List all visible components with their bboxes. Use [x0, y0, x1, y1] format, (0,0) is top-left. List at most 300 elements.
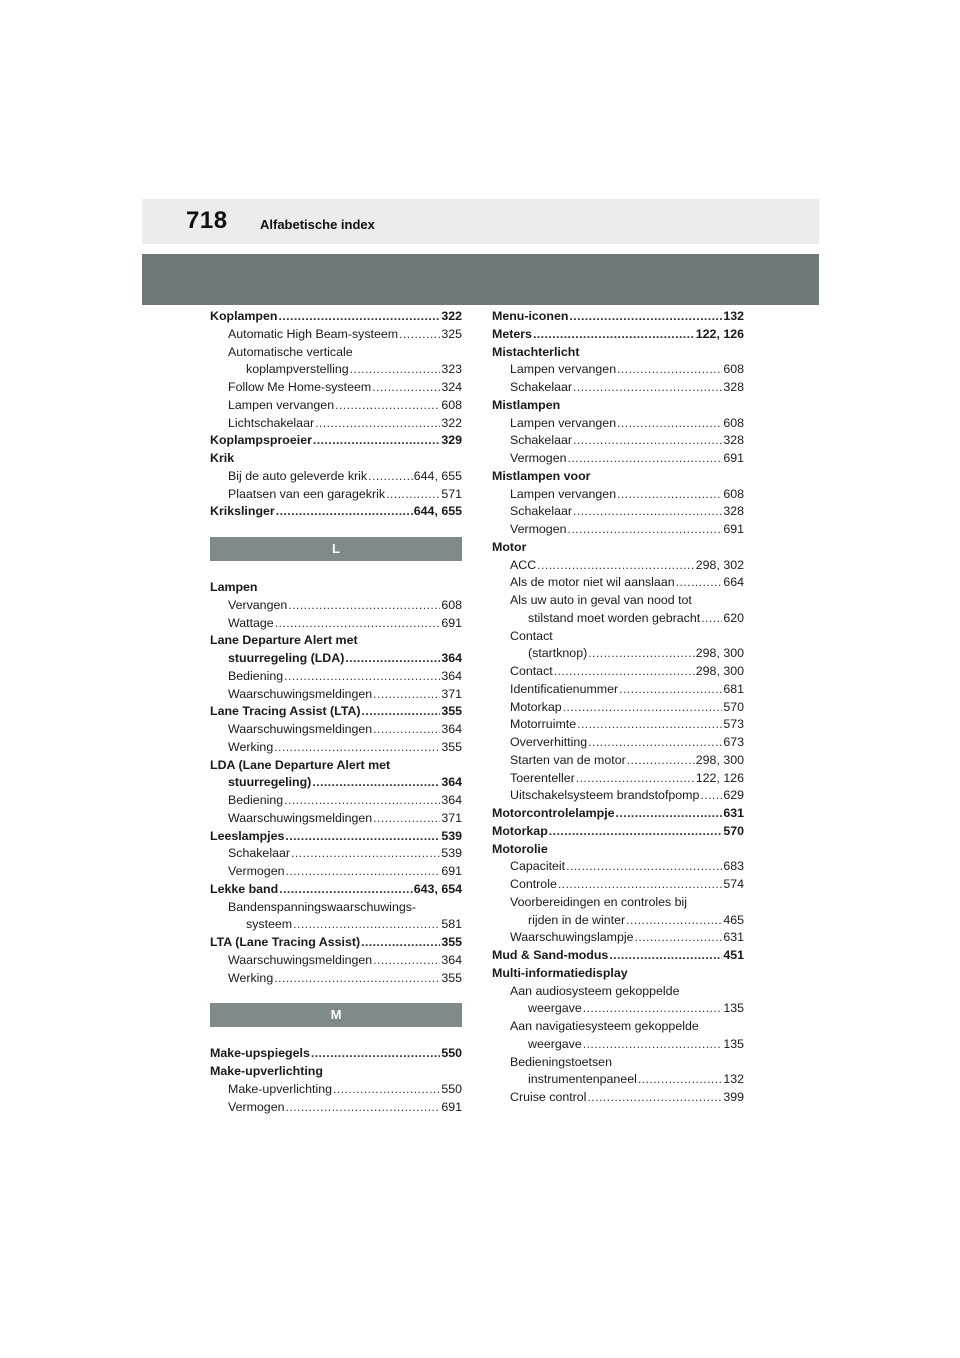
dot-leader [274, 970, 440, 988]
index-entry [210, 774, 462, 792]
entry-term: weergave [528, 1001, 582, 1016]
entry-term: Make-upverlichting [228, 1081, 332, 1096]
dot-leader [676, 574, 723, 592]
index-entry [492, 645, 744, 663]
index-entry [492, 628, 744, 646]
dot-leader [288, 597, 440, 615]
entry-page-ref: 629 [723, 788, 744, 803]
entry-term: Waarschuwingslampje [510, 930, 634, 945]
entry-page-ref: 324 [441, 380, 462, 394]
dot-leader [333, 1081, 440, 1099]
entry-page-ref: 364 [441, 793, 462, 807]
entry-term: Waarschuwingsmeldingen [228, 810, 373, 825]
entry-term: Motorruimte [510, 717, 577, 732]
entry-term: Krikslinger [210, 504, 275, 519]
index-entry [492, 1036, 744, 1054]
entry-term: (startknop) [528, 646, 588, 661]
index-entry [492, 1000, 744, 1018]
entry-term: Krik [210, 451, 235, 465]
index-entry [210, 1081, 462, 1099]
entry-term: Lane Departure Alert met [210, 633, 358, 648]
entry-term: Aan audiosysteem gekoppelde [510, 983, 680, 998]
entry-term: Vermogen [228, 1099, 285, 1114]
entry-page-ref: 691 [723, 522, 744, 536]
dot-leader [569, 308, 722, 326]
entry-page-ref: 581 [441, 917, 462, 932]
dot-leader [537, 557, 695, 575]
entry-page-ref: 371 [441, 686, 462, 701]
index-entry [210, 828, 462, 846]
index-entry [210, 863, 462, 881]
entry-term: Lane Tracing Assist (LTA) [210, 704, 361, 719]
index-entry [492, 361, 744, 379]
dot-leader [583, 1000, 723, 1018]
entry-page-ref: 298, 302 [695, 557, 744, 572]
entry-term: stuurregeling (LDA) [228, 651, 345, 665]
dot-leader [700, 787, 722, 805]
entry-page-ref: 691 [441, 864, 462, 878]
entry-term: Make-upverlichting [210, 1064, 323, 1078]
index-entry [492, 610, 744, 628]
entry-term: Werking [228, 739, 274, 754]
entry-page-ref: 132 [723, 1072, 744, 1087]
index-entry [210, 703, 462, 721]
index-entry [492, 929, 744, 947]
dot-leader [285, 1099, 440, 1117]
index-entry [492, 894, 744, 912]
index-entry [210, 579, 462, 597]
index-entry [492, 1089, 744, 1107]
dot-leader [312, 774, 440, 792]
dot-leader [573, 379, 722, 397]
index-entry [210, 326, 462, 344]
entry-page-ref: 570 [723, 699, 744, 714]
index-entry [492, 858, 744, 876]
index-entry [210, 597, 462, 615]
dot-leader [588, 734, 722, 752]
entry-page-ref: 574 [723, 877, 744, 891]
dot-leader [576, 770, 695, 788]
index-entry [492, 912, 744, 930]
entry-page-ref: 681 [723, 681, 744, 696]
dot-leader [285, 828, 440, 846]
entry-term: Motorkap [510, 699, 562, 714]
entry-term: Plaatsen van een garagekrik [228, 486, 386, 501]
entry-page-ref: 322 [441, 309, 462, 323]
entry-term: stilstand moet worden gebracht [528, 610, 701, 625]
dot-leader [583, 1036, 723, 1054]
index-entry [492, 805, 744, 823]
index-entry [492, 468, 744, 486]
index-entry [210, 899, 462, 917]
index-entry [492, 841, 744, 859]
entry-term: Mistlampen [492, 397, 561, 412]
index-entry [492, 308, 744, 326]
entry-page-ref: 691 [441, 615, 462, 630]
index-entry [210, 1063, 462, 1081]
dot-leader [361, 934, 440, 952]
index-entry [210, 792, 462, 810]
index-entry [210, 916, 462, 934]
entry-term: Menu-iconen [492, 309, 569, 323]
index-entry [210, 344, 462, 362]
index-entry [492, 681, 744, 699]
entry-term: Bedieningstoetsen [510, 1054, 612, 1069]
entry-page-ref: 644, 655 [413, 468, 462, 483]
dot-leader [284, 668, 440, 686]
entry-term: Motorcontrolelampje [492, 806, 615, 820]
header-band [142, 254, 819, 305]
entry-page-ref: 328 [723, 433, 744, 448]
index-entry [492, 326, 744, 344]
dot-leader [399, 326, 440, 344]
dot-leader [554, 663, 695, 681]
entry-term: instrumentenpaneel [528, 1072, 637, 1087]
dot-leader [373, 686, 440, 704]
dot-leader [373, 952, 440, 970]
entry-term: Automatische verticale [228, 344, 353, 359]
index-entry [210, 934, 462, 952]
entry-page-ref: 135 [723, 1001, 744, 1016]
entry-page-ref: 631 [723, 806, 744, 820]
index-entry [492, 557, 744, 575]
entry-page-ref: 322 [441, 415, 462, 430]
index-entry [210, 970, 462, 988]
index-entry [210, 845, 462, 863]
index-entry [492, 983, 744, 1001]
entry-term: LDA (Lane Departure Alert met [210, 757, 391, 772]
dot-leader [345, 650, 440, 668]
entry-page-ref: 451 [723, 948, 744, 962]
entry-term: weergave [528, 1036, 582, 1051]
dot-leader [533, 326, 695, 344]
dot-leader [638, 1071, 722, 1089]
entry-term: Koplampen [210, 309, 278, 323]
entry-term: Bediening [228, 668, 284, 683]
entry-page-ref: 329 [441, 433, 462, 448]
entry-term: Meters [492, 326, 532, 341]
entry-term: Bediening [228, 793, 284, 807]
entry-page-ref: 573 [723, 717, 744, 732]
dot-leader [566, 858, 722, 876]
entry-page-ref: 550 [441, 1046, 462, 1061]
entry-term: Contact [510, 628, 553, 643]
dot-leader [567, 450, 722, 468]
entry-term: Schakelaar [228, 846, 290, 861]
entry-page-ref: 620 [723, 610, 744, 625]
entry-page-ref: 364 [441, 651, 462, 665]
entry-term: Schakelaar [510, 504, 572, 519]
index-entry [492, 574, 744, 592]
entry-term: Automatic High Beam-systeem [228, 326, 399, 341]
index-entry [210, 721, 462, 739]
index-column-left [210, 308, 462, 1116]
dot-leader [558, 876, 722, 894]
index-entry [492, 344, 744, 362]
index-entry [210, 432, 462, 450]
entry-term: Lampen vervangen [228, 397, 335, 412]
index-entry [492, 486, 744, 504]
dot-leader [284, 792, 440, 810]
index-entry [492, 539, 744, 557]
entry-term: Oververhitting [510, 735, 588, 749]
entry-page-ref: 465 [723, 912, 744, 927]
index-entry [210, 632, 462, 650]
entry-page-ref: 371 [441, 810, 462, 825]
entry-page-ref: 683 [723, 859, 744, 874]
dot-leader [701, 610, 722, 628]
index-entry [492, 965, 744, 983]
dot-leader [315, 415, 440, 433]
dot-leader [626, 912, 722, 930]
entry-term: Identificatienummer [510, 681, 619, 696]
index-entry [492, 503, 744, 521]
entry-term: Koplampsproeier [210, 433, 312, 448]
entry-term: Follow Me Home-systeem [228, 380, 372, 394]
dot-leader [373, 721, 440, 739]
entry-term: Schakelaar [510, 380, 572, 394]
entry-page-ref: 122, 126 [695, 326, 744, 341]
entry-page-ref: 355 [441, 704, 462, 719]
index-entry [492, 397, 744, 415]
entry-page-ref: 122, 126 [695, 770, 744, 785]
index-entry [210, 757, 462, 775]
index-entry [492, 823, 744, 841]
entry-page-ref: 364 [441, 722, 462, 736]
index-entry [210, 397, 462, 415]
entry-page-ref: 298, 300 [695, 664, 744, 678]
entry-term: rijden in de winter [528, 912, 626, 927]
index-entry [210, 450, 462, 468]
entry-term: Toerenteller [510, 770, 575, 785]
entry-term: Bij de auto geleverde krik [228, 468, 368, 483]
index-entry [210, 1045, 462, 1063]
index-entry [210, 468, 462, 486]
entry-term: Wattage [228, 615, 274, 630]
entry-term: Make-upspiegels [210, 1046, 310, 1061]
entry-page-ref: 608 [441, 397, 462, 412]
dot-leader [278, 308, 440, 326]
entry-page-ref: 539 [441, 828, 462, 843]
dot-leader [577, 716, 722, 734]
index-entry [492, 716, 744, 734]
entry-term: Waarschuwingsmeldingen [228, 686, 373, 701]
index-entry [492, 592, 744, 610]
entry-term: Bandenspanningswaarschuwings- [228, 899, 417, 914]
entry-page-ref: 328 [723, 380, 744, 394]
index-entry [492, 699, 744, 717]
entry-term: Mud & Sand-modus [492, 948, 609, 962]
index-entry [210, 415, 462, 433]
index-entry [210, 739, 462, 757]
entry-page-ref: 328 [723, 504, 744, 519]
entry-term: Controle [510, 877, 557, 891]
dot-leader [619, 681, 722, 699]
entry-term: Lekke band [210, 881, 279, 896]
dot-leader [617, 361, 722, 379]
index-entry [492, 752, 744, 770]
index-entry [492, 1018, 744, 1036]
dot-leader [563, 699, 723, 717]
entry-page-ref: 608 [723, 486, 744, 501]
entry-term: Waarschuwingsmeldingen [228, 952, 373, 967]
index-entry [210, 668, 462, 686]
dot-leader [635, 929, 723, 947]
entry-page-ref: 355 [441, 935, 462, 949]
dot-leader [368, 468, 413, 486]
entry-page-ref: 355 [441, 739, 462, 754]
entry-page-ref: 644, 655 [413, 504, 462, 519]
index-entry [210, 379, 462, 397]
dot-leader [350, 361, 441, 379]
entry-term: Motor [492, 539, 527, 554]
entry-term: Motorolie [492, 841, 548, 856]
dot-leader [549, 823, 723, 841]
index-entry [492, 521, 744, 539]
entry-term: Lichtschakelaar [228, 415, 315, 430]
dot-leader [567, 521, 722, 539]
entry-term: Motorkap [492, 823, 548, 838]
entry-page-ref: 364 [441, 668, 462, 683]
dot-leader [573, 432, 722, 450]
index-entry [210, 615, 462, 633]
index-entry [210, 486, 462, 504]
entry-page-ref: 608 [723, 362, 744, 377]
dot-leader [291, 845, 440, 863]
entry-term: Vervangen [228, 597, 288, 612]
entry-term: Vermogen [510, 522, 567, 536]
dot-leader [275, 615, 441, 633]
entry-term: ACC [510, 557, 537, 572]
entry-page-ref: 298, 300 [695, 646, 744, 661]
entry-page-ref: 550 [441, 1081, 462, 1096]
entry-page-ref: 571 [441, 486, 462, 501]
page-number: 718 [186, 207, 228, 234]
dot-leader [609, 947, 722, 965]
entry-page-ref: 355 [441, 970, 462, 985]
entry-term: Als de motor niet wil aanslaan [510, 575, 675, 590]
index-entry [492, 876, 744, 894]
entry-page-ref: 364 [441, 775, 462, 790]
entry-page-ref: 364 [441, 952, 462, 967]
index-entry [210, 952, 462, 970]
dot-leader [293, 916, 440, 934]
dot-leader [276, 503, 413, 521]
index-entry [492, 432, 744, 450]
index-entry [492, 379, 744, 397]
index-entry [210, 686, 462, 704]
entry-term: Schakelaar [510, 433, 572, 448]
dot-leader [617, 486, 722, 504]
entry-term: Lampen vervangen [510, 362, 617, 377]
entry-term: Uitschakelsysteem brandstofpomp [510, 788, 700, 803]
dot-leader [617, 415, 722, 433]
index-column-right [492, 308, 744, 1107]
index-entry [492, 947, 744, 965]
entry-page-ref: 132 [723, 309, 744, 323]
entry-term: stuurregeling) [228, 775, 312, 790]
entry-term: Waarschuwingsmeldingen [228, 722, 373, 736]
index-entry [492, 1054, 744, 1072]
entry-term: koplampverstelling [246, 362, 349, 377]
dot-leader [616, 805, 723, 823]
entry-page-ref: 135 [723, 1036, 744, 1051]
dot-leader [285, 863, 440, 881]
index-entry [210, 503, 462, 521]
index-entry [492, 415, 744, 433]
dot-leader [386, 486, 440, 504]
dot-leader [335, 397, 440, 415]
entry-term: LTA (Lane Tracing Assist) [210, 935, 361, 949]
index-entry [210, 650, 462, 668]
index-entry [210, 810, 462, 828]
dot-leader [313, 432, 440, 450]
index-entry [210, 1099, 462, 1117]
entry-page-ref: 691 [723, 451, 744, 465]
dot-leader [362, 703, 441, 721]
index-entry [492, 770, 744, 788]
entry-term: Starten van de motor [510, 752, 626, 767]
entry-term: Vermogen [228, 864, 285, 878]
entry-page-ref: 539 [441, 846, 462, 861]
dot-leader [372, 379, 440, 397]
index-entry [210, 308, 462, 326]
index-entry [492, 450, 744, 468]
entry-term: systeem [246, 917, 293, 932]
entry-term: Leeslampjes [210, 828, 285, 843]
entry-term: Lampen vervangen [510, 415, 617, 430]
entry-page-ref: 608 [723, 415, 744, 430]
dot-leader [279, 881, 413, 899]
entry-term: Voorbereidingen en controles bij [510, 894, 688, 909]
dot-leader [373, 810, 440, 828]
index-entry [210, 881, 462, 899]
entry-term: Contact [510, 664, 553, 678]
dot-leader [274, 739, 440, 757]
page-header [142, 199, 819, 244]
section-title: Alfabetische index [260, 217, 375, 232]
entry-term: Capaciteit [510, 859, 566, 874]
entry-page-ref: 643, 654 [413, 881, 462, 896]
entry-page-ref: 691 [441, 1099, 462, 1114]
letter-divider: M [210, 1003, 462, 1027]
dot-leader [311, 1045, 440, 1063]
entry-page-ref: 570 [723, 823, 744, 838]
index-entry [492, 663, 744, 681]
dot-leader [627, 752, 695, 770]
entry-page-ref: 325 [441, 326, 462, 341]
index-entry [492, 787, 744, 805]
entry-page-ref: 323 [441, 362, 462, 377]
dot-leader [573, 503, 722, 521]
index-entry [492, 1071, 744, 1089]
entry-term: Multi-informatiedisplay [492, 965, 628, 980]
entry-term: Lampen [210, 580, 258, 594]
index-entry [210, 361, 462, 379]
dot-leader [587, 1089, 722, 1107]
letter-divider: L [210, 537, 462, 561]
entry-term: Als uw auto in geval van nood tot [510, 593, 692, 607]
entry-page-ref: 664 [723, 575, 744, 590]
entry-page-ref: 673 [723, 735, 744, 749]
entry-page-ref: 631 [723, 930, 744, 945]
entry-term: Vermogen [510, 451, 567, 465]
entry-term: Mistlampen voor [492, 468, 591, 483]
index-entry [492, 734, 744, 752]
entry-page-ref: 608 [441, 597, 462, 612]
entry-term: Aan navigatiesysteem gekoppelde [510, 1019, 699, 1033]
entry-page-ref: 298, 300 [695, 752, 744, 767]
